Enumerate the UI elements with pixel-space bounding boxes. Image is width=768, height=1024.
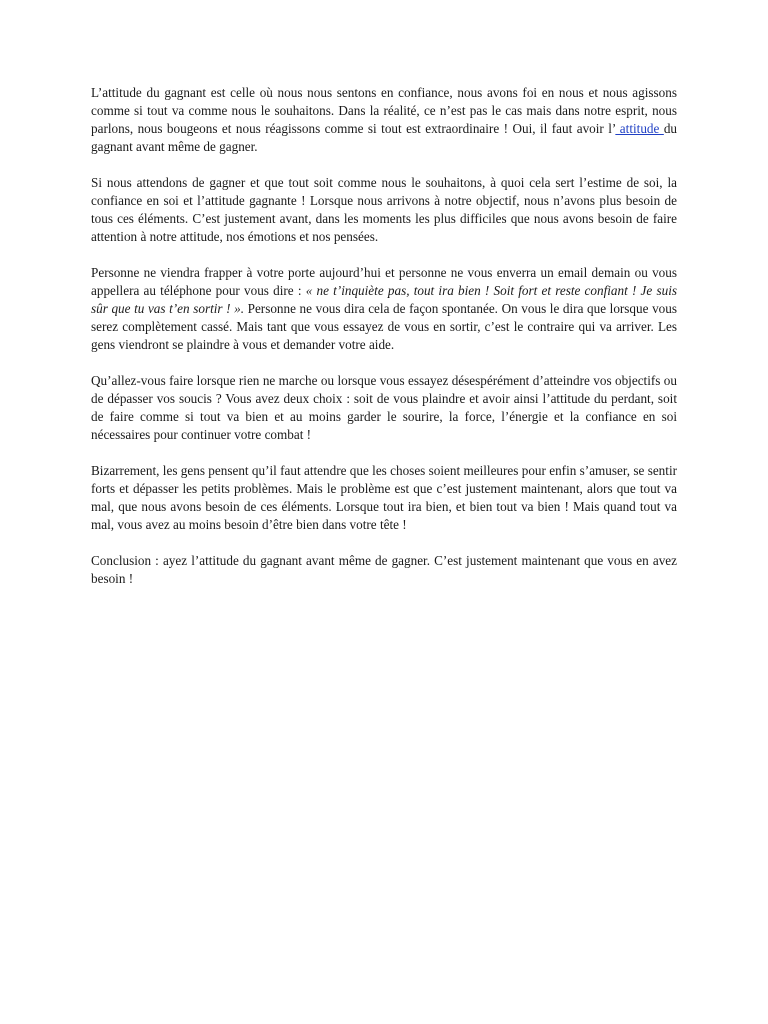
paragraph-1-text-start: L’attitude du gagnant est celle où nous nous sentons en confiance, nous avons foi en nous et nous agissons comme si tout va comme nous le souhaitons. Dans la réalité, ce n’est pas le cas mais dans notre esprit, nous parlons, nous bougeons et nous réagissons comme si tout est extraordinaire ! Oui, il faut avoir l’ [91, 85, 677, 136]
paragraph-4: Qu’allez-vous faire lorsque rien ne marche ou lorsque vous essayez désespérément d’atteindre vos objectifs ou de dépasser vos soucis ? Vous avez deux choix : soit de vous plaindre et avoir ainsi l’attitude du perdant, soit de faire comme si tout va bien et au moins garder le sourire, la force, l’énergie et la confiance en soi nécessaires pour continuer votre combat ! [91, 373, 677, 442]
paragraph-6: Conclusion : ayez l’attitude du gagnant avant même de gagner. C’est justement maintenant que vous en avez besoin ! [91, 553, 677, 586]
paragraph-3-quote: « ne t’inquiète pas, tout ira bien ! Soit fort et reste confiant ! Je suis sûr que tu vas t’en sortir ! ». [91, 283, 677, 316]
paragraph-2: Si nous attendons de gagner et que tout soit comme nous le souhaitons, à quoi cela sert l’estime de soi, la confiance en soi et l’attitude gagnante ! Lorsque nous arrivons à notre objectif, nous n’avons plus besoin de tous ces éléments. C’est justement avant, dans les moments les plus difficiles que nous avons besoin de faire attention à notre attitude, nos émotions et nos pensées. [91, 175, 677, 244]
paragraph-3-text-start: Personne ne viendra frapper à votre porte aujourd’hui et personne ne vous enverra un email demain ou vous appellera au téléphone pour vous dire : [91, 265, 677, 298]
paragraph-5: Bizarrement, les gens pensent qu’il faut attendre que les choses soient meilleures pour enfin s’amuser, se sentir forts et dépasser les petits problèmes. Mais le problème est que c’est justement maintenant, alors que tout va mal, que nous avons besoin de ces éléments. Lorsque tout ira bien, et bien tout va bien ! Mais quand tout va mal, vous avez au moins besoin d’être bien dans votre tête ! [91, 463, 677, 532]
paragraph-1 [91, 84, 677, 156]
paragraph-3 [91, 264, 677, 354]
attitude-link[interactable]: attitude [615, 121, 664, 136]
document-body [91, 84, 677, 606]
paragraph-3-text-end: Personne ne vous dira cela de façon spontanée. On vous le dira que lorsque vous serez complètement cassé. Mais tant que vous essayez de vous en sortir, c’est le contraire qui va arriver. Les gens viendront se plaindre à vous et demander votre aide. [91, 301, 677, 352]
paragraph-1-text-end: du gagnant avant même de gagner. [91, 121, 677, 154]
